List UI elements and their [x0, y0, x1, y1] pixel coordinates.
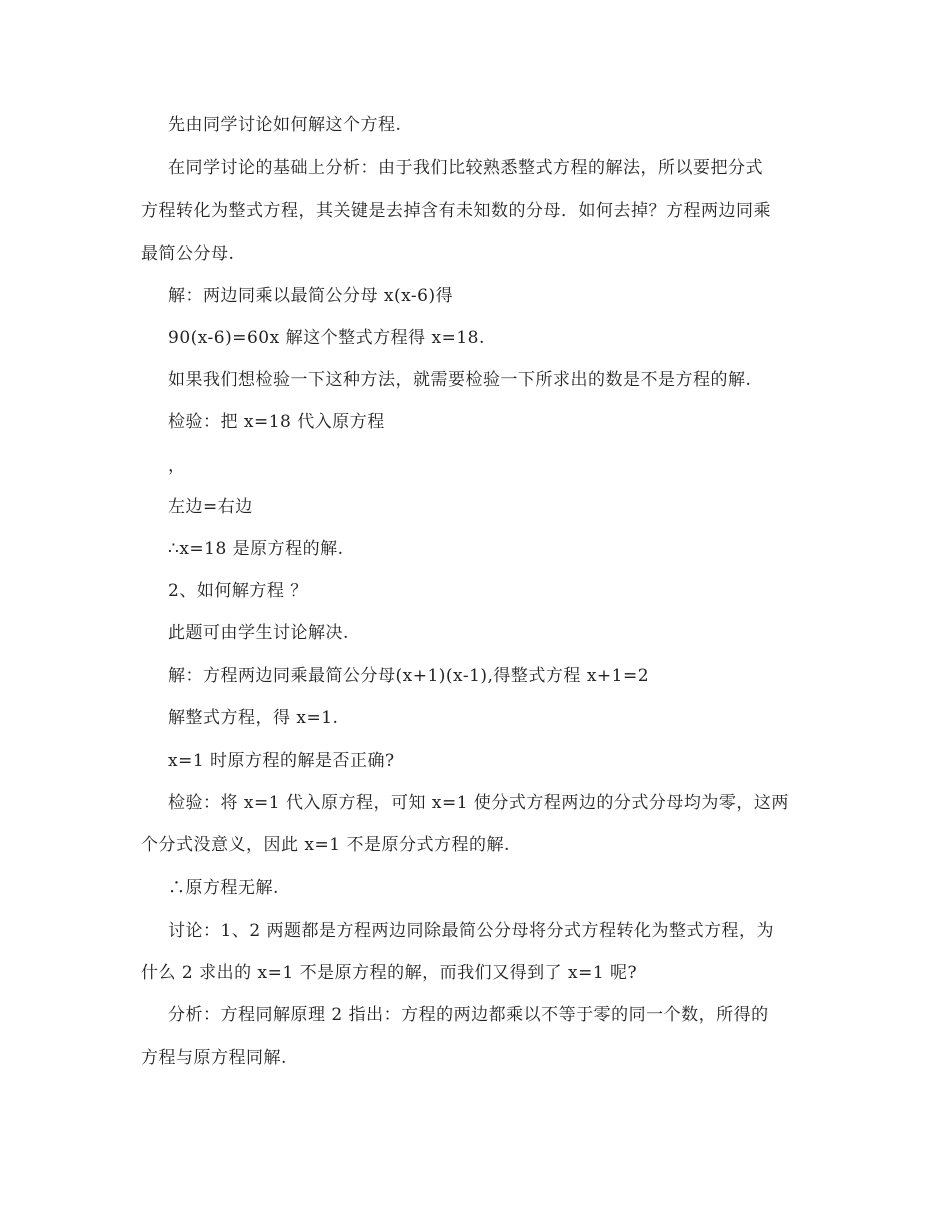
- paragraph-line: 解：两边同乘以最简公分母 x(x-6)得: [168, 286, 454, 306]
- paragraph-line: 在同学讨论的基础上分析：由于我们比较熟悉整式方程的解法，所以要把分式: [168, 158, 763, 178]
- paragraph-line: 解整式方程，得 x=1.: [168, 708, 339, 728]
- paragraph-line: 先由同学讨论如何解这个方程.: [168, 115, 402, 135]
- paragraph-line: 左边=右边: [168, 497, 253, 517]
- paragraph-line: 个分式没意义，因此 x=1 不是原分式方程的解.: [141, 835, 510, 855]
- paragraph-line: x=1 时原方程的解是否正确?: [168, 751, 395, 771]
- paragraph-line: 90(x-6)=60x 解这个整式方程得 x=18.: [168, 328, 485, 348]
- paragraph-line: 如果我们想检验一下这种方法，就需要检验一下所求出的数是不是方程的解.: [168, 370, 752, 390]
- paragraph-line: 方程转化为整式方程，其关键是去掉含有未知数的分母．如何去掉？方程两边同乘: [141, 201, 771, 221]
- paragraph-line: ，: [168, 456, 186, 476]
- paragraph-line: ∴x=18 是原方程的解.: [168, 539, 344, 559]
- paragraph-line: 此题可由学生讨论解决.: [168, 623, 349, 643]
- paragraph-line: 讨论：1、2 两题都是方程两边同除最简公分母将分式方程转化为整式方程，为: [168, 921, 775, 941]
- paragraph-line: 分析：方程同解原理 2 指出：方程的两边都乘以不等于零的同一个数，所得的: [168, 1005, 769, 1025]
- paragraph-line: 最简公分母.: [141, 244, 235, 264]
- paragraph-line: 什么 2 求出的 x=1 不是原方程的解，而我们又得到了 x=1 呢?: [141, 963, 638, 983]
- paragraph-line: 检验：把 x=18 代入原方程: [168, 412, 385, 432]
- paragraph-line: ∴原方程无解.: [168, 878, 279, 898]
- paragraph-line: 2、如何解方程 ？: [168, 581, 308, 601]
- paragraph-line: 方程与原方程同解.: [141, 1048, 287, 1068]
- paragraph-line: 解：方程两边同乘最简公分母(x+1)(x-1),得整式方程 x+1=2: [168, 666, 650, 686]
- paragraph-line: 检验：将 x=1 代入原方程，可知 x=1 使分式方程两边的分式分母均为零，这两: [168, 793, 789, 813]
